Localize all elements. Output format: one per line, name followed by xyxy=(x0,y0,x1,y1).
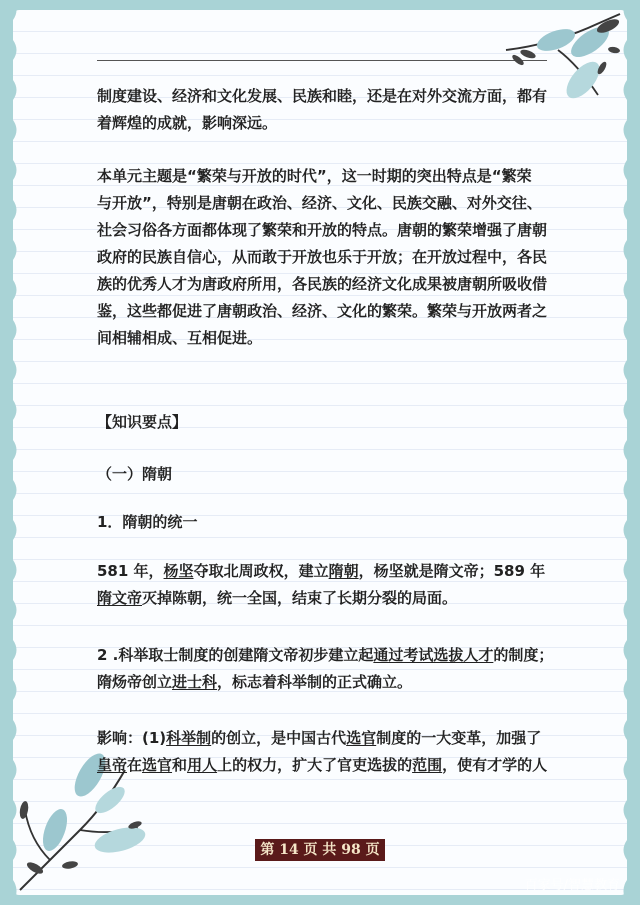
paragraph xyxy=(97,83,547,137)
text-line xyxy=(97,325,547,352)
underlined-term: 科举制 xyxy=(166,729,212,747)
text-line xyxy=(97,244,547,271)
page-number-footer: 第 14 页 共 98 页 xyxy=(255,839,385,861)
text-run: 社会习俗各方面都体现了繁荣和开放的特点。唐朝的繁荣增强了唐朝 xyxy=(97,221,548,239)
paragraph xyxy=(97,725,547,779)
underlined-term: 隋文帝 xyxy=(97,589,143,607)
text-line xyxy=(97,271,547,298)
text-line xyxy=(97,83,547,110)
text-run: 的创立，是中国古代 xyxy=(211,729,347,747)
underlined-term: 用人 xyxy=(187,756,218,774)
text-run: 族的优秀人才为唐政府所用，各民族的经济文化成果被唐朝所吸收借 xyxy=(97,275,548,293)
text-line xyxy=(97,461,547,488)
text-line xyxy=(97,110,547,137)
text-run: 的制度； xyxy=(493,646,554,664)
text-line xyxy=(97,509,547,536)
text-line xyxy=(97,190,547,217)
underlined-term: 通过考试选拔人才 xyxy=(373,646,494,664)
text-run: 着辉煌的成就，影响深远。 xyxy=(97,114,278,132)
watermark: 百家号/智慧教育 xyxy=(524,878,620,893)
text-line xyxy=(97,725,547,752)
text-line xyxy=(97,669,547,696)
text-run: 581 年， xyxy=(97,562,164,580)
text-run: 和 xyxy=(172,756,188,774)
text-run: 政府的民族自信心，从而敢于开放也乐于开放；在开放过程中，各民 xyxy=(97,248,548,266)
text-run: 【知识要点】 xyxy=(97,413,188,431)
text-run: 影响：(1) xyxy=(97,729,167,747)
paragraph xyxy=(97,163,547,352)
text-run: ，使有才学的人 xyxy=(442,756,548,774)
wavy-border-right xyxy=(620,0,634,905)
text-run: 隋炀帝创立 xyxy=(97,673,173,691)
underlined-term: 选官 xyxy=(346,729,377,747)
underlined-term: 皇帝 xyxy=(97,756,128,774)
text-line xyxy=(97,163,547,190)
text-line xyxy=(97,585,547,612)
text-line xyxy=(97,409,547,436)
text-run: 间相辅相成、互相促进。 xyxy=(97,329,263,347)
text-run: ，标志着科举制的正式确立。 xyxy=(217,673,413,691)
header-rule xyxy=(97,60,547,61)
text-run: ，杨坚就是隋文帝；589 年 xyxy=(358,562,546,580)
text-run: 鉴，这些都促进了唐朝政治、经济、文化的繁荣。繁荣与开放两者之 xyxy=(97,302,548,320)
underlined-term: 选官 xyxy=(142,756,173,774)
text-run: （一）隋朝 xyxy=(97,465,173,483)
text-run: 制度的一大变革，加强了 xyxy=(376,729,542,747)
text-run: 1．隋朝的统一 xyxy=(97,513,198,531)
paragraph xyxy=(97,409,547,436)
text-run: 在 xyxy=(127,756,143,774)
text-line xyxy=(97,558,547,585)
text-line xyxy=(97,642,554,669)
paragraph xyxy=(97,509,547,536)
text-run: 夺取北周政权，建立 xyxy=(193,562,329,580)
text-run: 与开放”，特别是唐朝在政治、经济、文化、民族交融、对外交往、 xyxy=(97,194,542,212)
underlined-term: 隋朝 xyxy=(328,562,359,580)
text-run: 灭掉陈朝，统一全国，结束了长期分裂的局面。 xyxy=(142,589,458,607)
underlined-term: 范围 xyxy=(412,756,443,774)
paragraph xyxy=(97,558,547,612)
text-line xyxy=(97,298,547,325)
text-run: 2 .科举取士制度的创建隋文帝初步建立起 xyxy=(97,646,374,664)
text-line xyxy=(97,752,547,779)
text-run: 上的权力，扩大了官吏选拔的 xyxy=(217,756,413,774)
text-run: 制度建设、经济和文化发展、民族和睦，还是在对外交流方面，都有 xyxy=(97,87,548,105)
text-line xyxy=(97,217,547,244)
text-run: 本单元主题是“繁荣与开放的时代”，这一时期的突出特点是“繁荣 xyxy=(97,167,532,185)
underlined-term: 进士科 xyxy=(172,673,218,691)
underlined-term: 杨坚 xyxy=(163,562,194,580)
paragraph xyxy=(97,461,547,488)
paragraph xyxy=(97,642,554,696)
